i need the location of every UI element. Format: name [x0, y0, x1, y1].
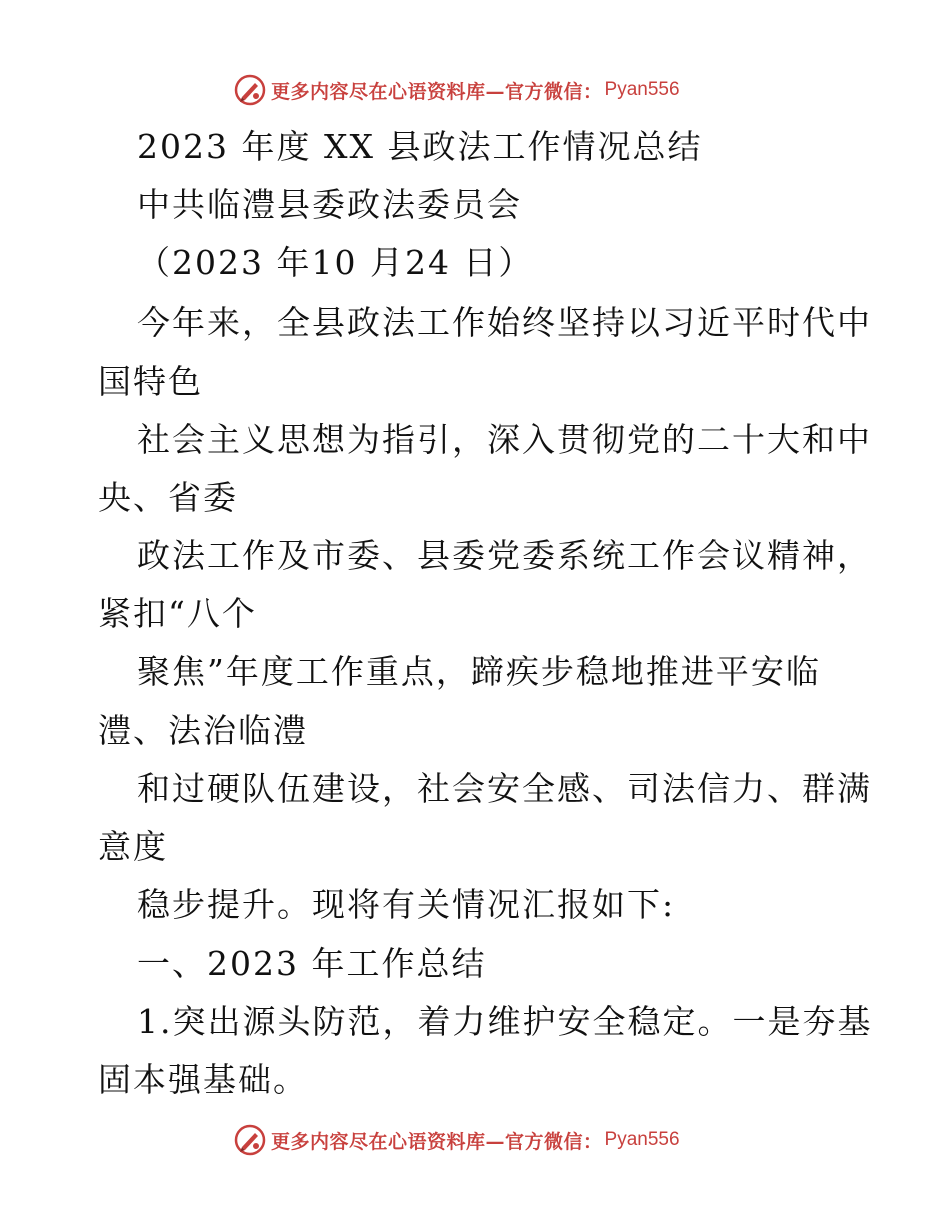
watermark-wechat-id: Pyan556	[604, 1129, 680, 1150]
body-line: 固本强基础。	[98, 1060, 308, 1099]
document-date: （2023 年10 月24 日）	[137, 243, 534, 282]
body-line: 紧扣“八个	[98, 594, 257, 633]
section-heading: 一、2023 年工作总结	[137, 944, 487, 983]
document-title: 2023 年度 XX 县政法工作情况总结	[137, 127, 703, 166]
body-line: 央、省委	[98, 478, 238, 517]
watermark-banner-bottom	[233, 1120, 680, 1160]
body-line: 意度	[98, 827, 168, 866]
body-line: 聚焦”年度工作重点，蹄疾步稳地推进平安临	[137, 652, 821, 691]
body-line: 政法工作及市委、县委党委系统工作会议精神，	[137, 536, 872, 575]
document-author: 中共临澧县委政法委员会	[137, 185, 522, 224]
watermark-text: 更多内容尽在心语资料库—官方微信：	[271, 1130, 603, 1153]
body-line: 社会主义思想为指引，深入贯彻党的二十大和中	[137, 420, 872, 459]
body-line: 今年来，全县政法工作始终坚持以习近平时代中	[137, 303, 872, 342]
pen-logo-icon	[233, 73, 267, 107]
watermark-text: 更多内容尽在心语资料库—官方微信：	[271, 80, 603, 103]
body-line: 稳步提升。现将有关情况汇报如下:	[137, 885, 676, 924]
body-line: 1.突出源头防范，着力维护安全稳定。一是夯基	[137, 1002, 873, 1041]
pen-logo-icon	[233, 1123, 267, 1157]
body-line: 和过硬队伍建设，社会安全感、司法信力、群满	[137, 769, 872, 808]
body-line: 国特色	[98, 362, 203, 401]
watermark-wechat-id: Pyan556	[604, 79, 680, 100]
body-line: 澧、法治临澧	[98, 711, 308, 750]
watermark-banner-top	[233, 70, 680, 110]
